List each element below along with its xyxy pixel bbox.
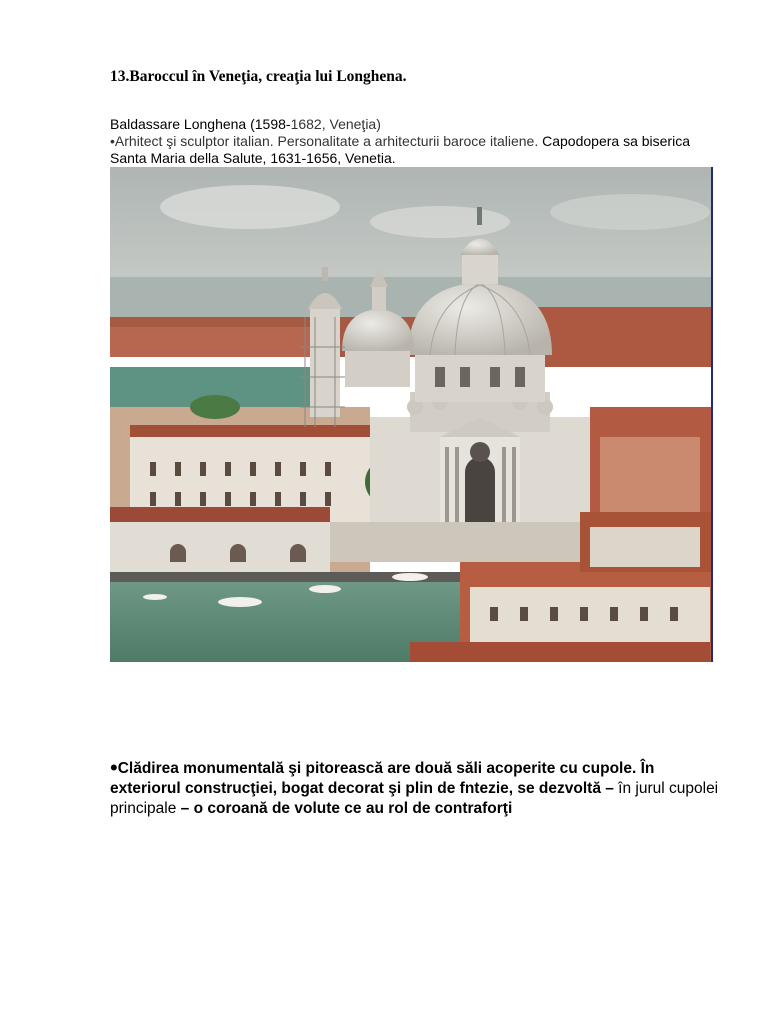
bullet-icon: • (110, 755, 118, 780)
paragraph-bold-1: Clădirea monumentală şi pitorească are două săli acoperite cu cupole. În exteriorul construcţiei, bogat decorat şi plin de fntezie, se dezvoltă – (110, 760, 655, 797)
paragraph-bold-2: – o coroană de volute ce au rol de contraforţi (180, 800, 513, 817)
architect-role: •Arhitect şi sculptor italian. Personalitate a arhitecturii baroce italiene. (110, 133, 539, 149)
architect-name: Baldassare Longhena (1598- (110, 116, 291, 132)
church-photo (110, 167, 713, 662)
intro-text (110, 116, 710, 167)
architect-description (110, 133, 710, 167)
description-paragraph (110, 755, 720, 819)
architect-dates: 1682, Veneţia) (290, 116, 381, 132)
page-title: 13.Baroccul în Veneţia, creaţia lui Longhena. (110, 68, 407, 85)
masterpiece-text: Capodopera sa biserica Santa Maria della Salute, 1631-1656, Venetia. (110, 133, 690, 166)
paragraph-normal: în jurul cupolei principale (110, 780, 719, 817)
architect-line (110, 116, 710, 133)
